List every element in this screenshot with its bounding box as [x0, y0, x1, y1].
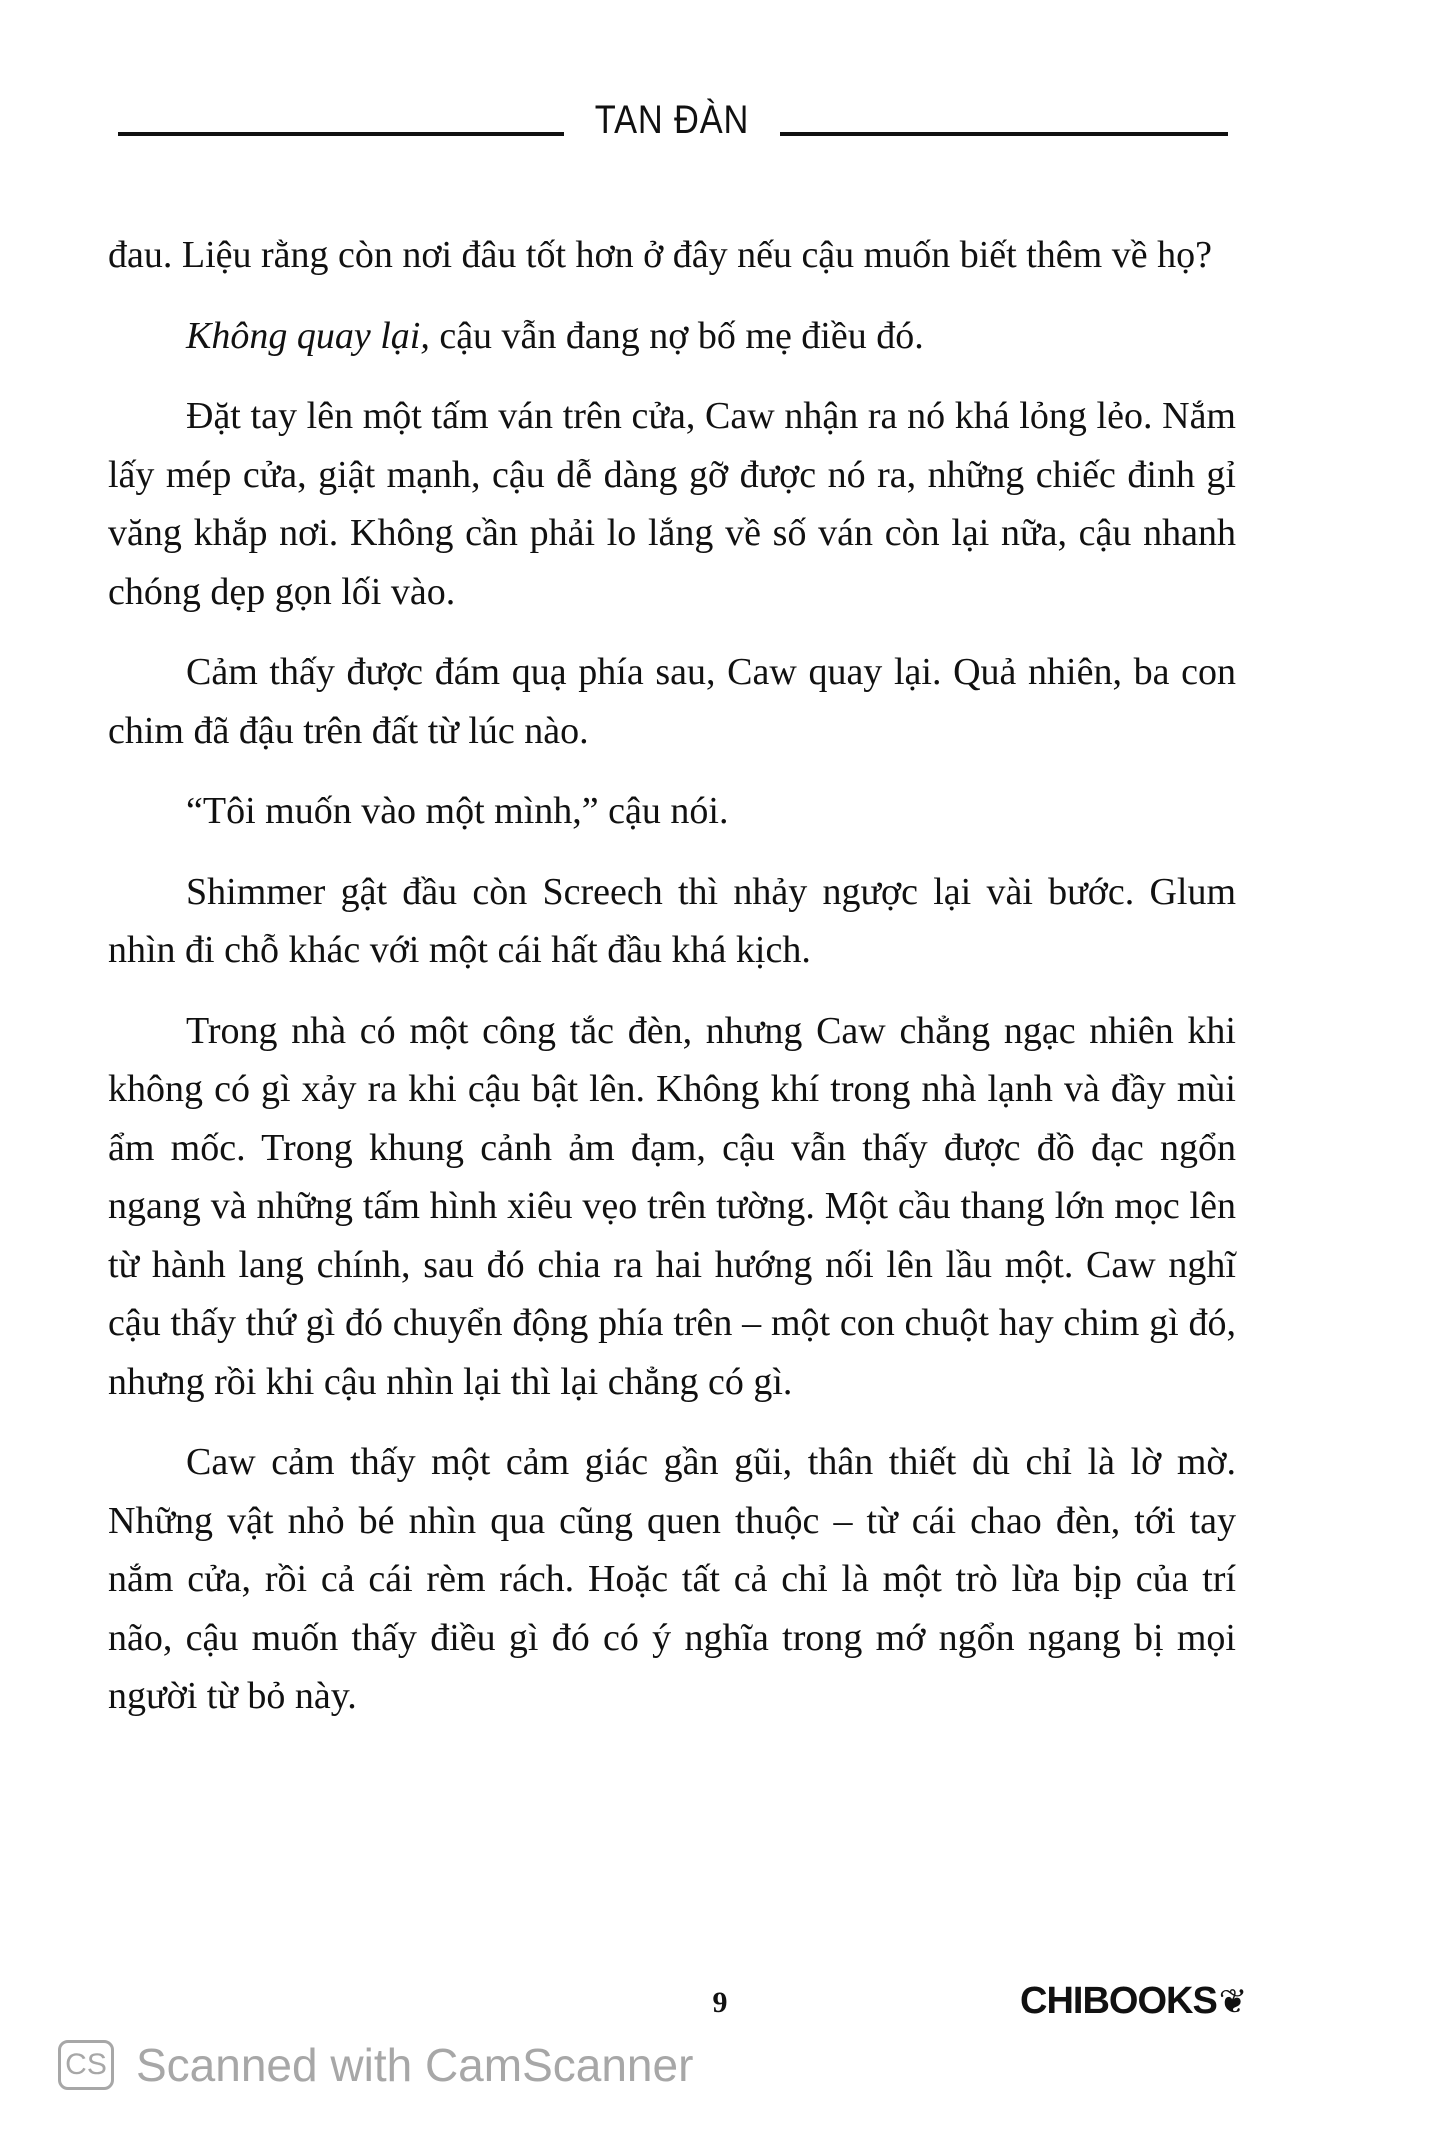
paragraph: Đặt tay lên một tấm ván trên cửa, Caw nhận ra nó khá lỏng lẻo. Nắm lấy mép cửa, giật mạnh, cậu dễ dàng gỡ được nó ra, những chiếc đinh gỉ văng khắp nơi. Không cần phải lo lắng về số ván còn lại nữa, cậu nhanh chóng dẹp gọn lối vào. — [108, 395, 1236, 613]
paragraph: Trong nhà có một công tắc đèn, nhưng Caw chẳng ngạc nhiên khi không có gì xảy ra khi cậu bật lên. Không khí trong nhà lạnh và đầy mùi ẩm mốc. Trong khung cảnh ảm đạm, cậu vẫn thấy được đồ đạc ngổn ngang và những tấm hình xiêu vẹo trên tường. Một cầu thang lớn mọc lên từ hành lang chính, sau đó chia ra hai hướng nối lên lầu một. Caw nghĩ cậu thấy thứ gì đó chuyển động phía trên – một con chuột hay chim gì đó, nhưng rồi khi cậu nhìn lại thì lại chẳng có gì. — [108, 1009, 1236, 1403]
publisher-logo-text: CHIBOOKS — [1020, 1980, 1217, 2022]
paragraph-text: cậu vẫn đang nợ bố mẹ điều đó. — [439, 314, 924, 357]
paragraph: Cảm thấy được đám quạ phía sau, Caw quay lại. Quả nhiên, ba con chim đã đậu trên đất từ lúc nào. — [108, 651, 1236, 752]
watermark-text: Scanned with CamScanner — [136, 2039, 694, 2091]
paragraph: Shimmer gật đầu còn Screech thì nhảy ngược lại vài bước. Glum nhìn đi chỗ khác với một cái hất đầu khá kịch. — [108, 870, 1236, 971]
paragraph: đau. Liệu rằng còn nơi đâu tốt hơn ở đây nếu cậu muốn biết thêm về họ? — [108, 234, 1212, 276]
italic-phrase: Không quay lại, — [186, 314, 430, 357]
paragraph: “Tôi muốn vào một mình,” cậu nói. — [186, 790, 729, 832]
camscanner-logo-icon: CS — [58, 2040, 114, 2090]
header-rule-right — [780, 132, 1228, 136]
publisher-logo — [1020, 1980, 1246, 2023]
page-number: 9 — [712, 1986, 728, 2019]
book-title: TAN ĐÀN — [594, 98, 750, 142]
page-body — [108, 226, 1236, 1748]
scanner-watermark — [58, 2038, 693, 2092]
leaf-icon: ❦ — [1218, 1982, 1247, 2021]
header-rule-left — [118, 132, 564, 136]
paragraph — [108, 307, 1236, 366]
paragraph: Caw cảm thấy một cảm giác gần gũi, thân thiết dù chỉ là lờ mờ. Những vật nhỏ bé nhìn qua cũng quen thuộc – từ cái chao đèn, tới tay nắm cửa, rồi cả cái rèm rách. Hoặc tất cả chỉ là một trò lừa bịp của trí não, cậu muốn thấy điều gì đó có ý nghĩa trong mớ ngổn ngang bị mọi người từ bỏ này. — [108, 1441, 1236, 1717]
running-header — [118, 98, 1228, 154]
